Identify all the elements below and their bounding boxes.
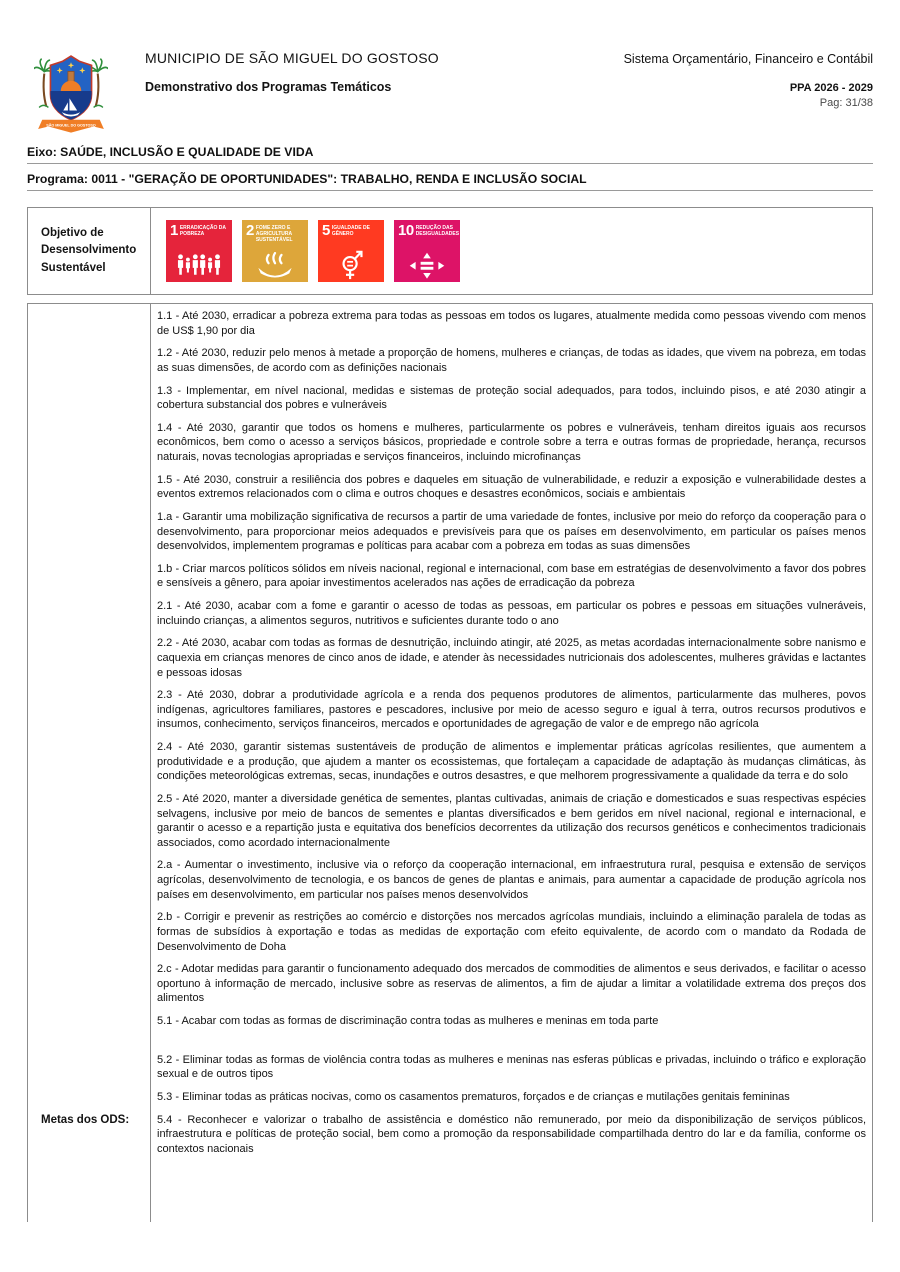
- meta-item-2.4: 2.4 - Até 2030, garantir sistemas sustentáveis de produção de alimentos e implementar práticas agrícolas resilientes, que aumentem a produtividade e a produção, que ajudem a manter os ecossistemas, que fortaleçam a capacidade de adaptação às mudanças climáticas, às condições meteorológicas extremas, secas, inundações e outros desastres, e que melhorem progressivamente a qualidade da terra e do solo: [157, 741, 866, 783]
- sdg2-zero-hunger-icon: [251, 252, 299, 280]
- sdg-goal-title: ERRADICAÇÃO DA POBREZA: [179, 224, 226, 237]
- sdg-goal-number: 10: [398, 222, 414, 239]
- municipality-crest-logo: [34, 42, 108, 138]
- meta-item-5.2: 5.2 - Eliminar todas as formas de violência contra todas as mulheres e meninas nas esferas públicas e privadas, incluindo o tráfico e exploração sexual e de outros tipos: [157, 1053, 866, 1081]
- meta-item-1.4: 1.4 - Até 2030, garantir que todos os homens e mulheres, particularmente os pobres e vulneráveis, tenham direitos iguais aos recursos econômicos, bem como o acesso a serviços básicos, propriedade e controle sobre a terra e outras formas de propriedade, herança, recursos naturais, novas tecnologias apropriadas e serviços financeiros, incluindo microfinanças: [157, 421, 866, 463]
- metas-row-label: Metas dos ODS:: [41, 1114, 130, 1126]
- ppa-period: PPA 2026 - 2029: [789, 82, 873, 94]
- meta-item-5.3: 5.3 - Eliminar todas as práticas nocivas, como os casamentos prematuros, forçados e de crianças e mutilações genitais femininas: [157, 1090, 790, 1103]
- divider-line: [27, 190, 873, 191]
- meta-item-1.b: 1.b - Criar marcos políticos sólidos em níveis nacional, regional e internacional, com base em estratégias de desenvolvimento a favor dos pobres e sensíveis a gênero, para apoiar investimentos acelerados nas ações de erradicação da pobreza: [157, 562, 866, 590]
- header-title-block: [145, 50, 439, 94]
- sdg-goal-tile-2: [242, 220, 308, 282]
- header-right-block: [624, 52, 873, 109]
- sdg-goal-tile-10: [394, 220, 460, 282]
- sdg-goal-title: FOME ZERO E AGRICULTURA SUSTENTÁVEL: [255, 224, 293, 243]
- meta-item-1.a: 1.a - Garantir uma mobilização significativa de recursos a partir de uma variedade de fontes, inclusive por meio do reforço da cooperação para o desenvolvimento, para proporcionar meios adequados e previsíveis para que os países em desenvolvimento, em particular os países menos desenvolvidos, implementem programas e políticas para acabar com a pobreza em todas as suas dimensões: [157, 510, 866, 553]
- sdg-goal-tile-1: [166, 220, 232, 282]
- ods-goals-row: [27, 207, 873, 295]
- meta-item-2.1: 2.1 - Até 2030, acabar com a fome e garantir o acesso de todas as pessoas, em particular os pobres e pessoas em situações vulneráveis, incluindo crianças, a alimentos seguros, nutritivos e suficientes durante todo o ano: [157, 600, 866, 627]
- meta-item-2.2: 2.2 - Até 2030, acabar com todas as formas de desnutrição, incluindo atingir, até 2025, as metas acordadas internacionalmente sobre nanismo e caquexia em crianças menores de cinco anos de idade, e atender às necessidades nutricionais dos adolescentes, mulheres grávidas e lactantes e pessoas idosas: [157, 637, 866, 679]
- meta-item-1.5: 1.5 - Até 2030, construir a resiliência dos pobres e daqueles em situação de vulnerabilidade, e reduzir a exposição e vulnerabilidade destes a eventos extremos relacionados com o clima e outros choques e desastres econômicos, sociais e ambientais: [157, 473, 866, 501]
- meta-item-2.5: 2.5 - Até 2020, manter a diversidade genética de sementes, plantas cultivadas, animais de criação e domesticados e suas respectivas espécies selvagens, inclusive por meio de bancos de sementes e plantas diversificados e bem geridos em nível nacional, regional e internacional, e garantir o acesso e a repartição justa e equitativa dos benefícios decorrentes da utilização dos recursos genéticos e conhecimentos tradicionais associados, como acordado internacionalmente: [157, 792, 866, 849]
- metas-list: [151, 304, 872, 1222]
- sdg-goal-title: IGUALDADE DE GÊNERO: [331, 224, 370, 237]
- meta-item-2.c: 2.c - Adotar medidas para garantir o funcionamento adequado dos mercados de commodities de alimentos e seus derivados, e facilitar o acesso oportuno à informação de mercado, inclusive sobre as reservas de alimentos, a fim de ajudar a limitar a volatilidade extrema dos preços dos alimentos: [157, 963, 866, 1005]
- logo-motto: SÃO MIGUEL DO GOSTOSO: [46, 123, 96, 128]
- report-title: Demonstrativo dos Programas Temáticos: [145, 80, 392, 94]
- meta-item-1.2: 1.2 - Até 2030, reduzir pelo menos à metade a proporção de homens, mulheres e crianças, de todas as idades, que vivem na pobreza, em todas as suas dimensões, de acordo com as definições nacionais: [157, 347, 866, 374]
- sdg10-reduced-inequalities-icon: [403, 250, 451, 280]
- sdg1-no-poverty-icon: [175, 252, 223, 280]
- sdg-goal-number: 5: [322, 222, 330, 239]
- sdg-goal-tile-5: [318, 220, 384, 282]
- divider-line: [27, 163, 873, 164]
- meta-item-5.4: 5.4 - Reconhecer e valorizar o trabalho de assistência e doméstico não remunerado, por meio da disponibilização de serviços públicos, infraestrutura e políticas de proteção social, bem como a promoção da responsabilidade compartilhada dentro do lar e da família, conforme os contextos nacionais: [157, 1113, 866, 1155]
- eixo-heading: Eixo: SAÚDE, INCLUSÃO E QUALIDADE DE VIDA: [27, 145, 314, 159]
- page-indicator: Pag: 31/38: [819, 97, 873, 109]
- meta-item-2.b: 2.b - Corrigir e prevenir as restrições ao comércio e distorções nos mercados agrícolas mundiais, incluindo a eliminação paralela de todas as formas de subsídios à exportação e todas as medidas de exportação com efeito equivalente, de acordo com o mandato da Rodada de Desenvolvimento de Doha: [157, 911, 866, 953]
- sdg-goal-title: REDUÇÃO DAS DESIGUALDADES: [415, 224, 460, 237]
- meta-item-2.a: 2.a - Aumentar o investimento, inclusive via o reforço da cooperação internacional, em infraestrutura rural, pesquisa e extensão de serviços agrícolas, desenvolvimento de tecnologia, e os bancos de genes de plantas e animais, para aumentar a capacidade de produção agrícola nos países em desenvolvimento, em particular nos países menos desenvolvidos: [157, 859, 866, 901]
- ods-label-cell: [28, 208, 151, 294]
- system-name: Sistema Orçamentário, Financeiro e Contábil: [623, 52, 873, 66]
- metas-label-cell: [28, 304, 151, 1222]
- ods-tiles-container: [151, 208, 872, 294]
- sdg5-gender-equality-icon: [327, 250, 375, 280]
- sdg-goal-number: 2: [246, 222, 254, 239]
- meta-item-2.3: 2.3 - Até 2030, dobrar a produtividade agrícola e a renda dos pequenos produtores de alimentos, particularmente das mulheres, povos indígenas, agricultores familiares, pastores e pescadores, inclusive por meio de acesso seguro e igual à terra, outros recursos produtivos e insumos, conhecimento, serviços financeiros, mercados e oportunidades de agregação de valor e de emprego não agrícola: [157, 689, 866, 731]
- programa-heading: Programa: 0011 - "GERAÇÃO DE OPORTUNIDADES": TRABALHO, RENDA E INCLUSÃO SOCIAL: [27, 172, 587, 186]
- sdg-goal-number: 1: [170, 222, 178, 239]
- meta-item-5.1: 5.1 - Acabar com todas as formas de discriminação contra todas as mulheres e meninas em toda parte: [157, 1015, 659, 1027]
- municipality-name: MUNICIPIO DE SÃO MIGUEL DO GOSTOSO: [145, 50, 439, 66]
- metas-row: [27, 303, 873, 1222]
- meta-item-1.1: 1.1 - Até 2030, erradicar a pobreza extrema para todas as pessoas em todos os lugares, atualmente medida como pessoas vivendo com menos de US$ 1,90 por dia: [157, 310, 866, 337]
- meta-item-1.3: 1.3 - Implementar, em nível nacional, medidas e sistemas de proteção social adequados, para todos, incluindo pisos, e até 2030 atingir a cobertura substancial dos pobres e vulneráveis: [157, 384, 866, 412]
- ods-row-label: Objetivo de Desensolvimento Sustentável: [41, 227, 137, 274]
